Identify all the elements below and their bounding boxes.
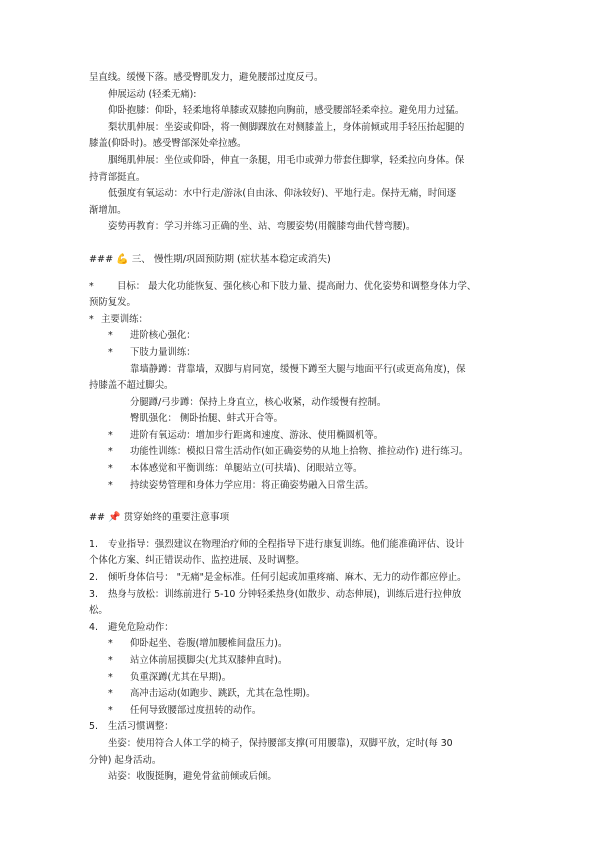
section-heading-chronic [89,252,509,269]
bullet-marker: * [108,671,113,683]
training-label: 主要训练： [101,313,148,325]
item-text: 负重深蹲(尤其在早期)。 [130,671,232,683]
paragraph-line: 坐姿：使用符合人体工学的椅子，保持腰部支撑(可用腰靠)，双脚平放，定时(每 30 [108,737,453,749]
item-text: 下肢力量训练： [130,346,196,358]
item-number: 3. [89,588,98,600]
subheading-stretching: 伸展运动 (轻柔无痛): [108,88,197,100]
pushpin-icon: 📌 [108,512,121,524]
list-item-functional [89,444,509,461]
list-item-balance [89,461,509,478]
item-text: 热身与放松：训练前进行 5-10 分钟轻柔热身(如散步、动态伸展)，训练后进行拉伸放 [108,588,462,600]
paragraph-line: 持背部挺直。 [89,171,146,183]
spacer [89,236,509,252]
heading-prefix: ### [89,253,114,265]
list-item-danger-4 [89,686,509,703]
item-text: 生活习惯调整： [108,721,174,733]
numbered-item-1 [89,537,509,554]
paragraph-line: 呈直线。缓慢下落。感受臀肌发力，避免腰部过度反弓。 [89,72,324,83]
list-item-goal [89,279,509,296]
item-number: 1. [89,538,98,550]
paragraph-line: 仰卧抱膝：仰卧，轻柔地将单膝或双膝抱向胸前，感受腰部轻柔牵拉。避免用力过猛。 [108,105,465,117]
list-item-core [89,328,509,345]
paragraph-line: 持膝盖不超过脚尖。 [89,380,174,392]
list-item-danger-1 [89,636,509,653]
spacer [89,269,509,279]
numbered-item-5 [89,719,509,736]
item-text: 本体感觉和平衡训练：单腿站立(可扶墙)、闭眼站立等。 [130,463,363,475]
bullet-marker: * [108,429,113,441]
item-text: 避免危险动作： [108,621,174,633]
paragraph-line: 分钟) 起身活动。 [89,754,162,766]
item-number: 2. [89,572,98,584]
bullet-marker: * [108,688,113,700]
item-number: 4. [89,621,98,633]
spacer [89,527,509,537]
paragraph-line: 预防复发。 [89,297,136,309]
item-text: 站立体前屈摸脚尖(尤其双膝伸直时)。 [130,655,288,666]
paragraph-line: 分腿蹲/弓步蹲：保持上身直立，核心收紧，动作缓慢有控制。 [130,396,387,408]
list-item-danger-5 [89,703,509,720]
paragraph-line: 梨状肌伸展：坐姿或仰卧，将一侧脚踝放在对侧膝盖上，身体前倾或用手轻压抬起腿的 [108,121,465,133]
bullet-marker: * [108,638,113,650]
bullet-marker: * [108,704,113,716]
paragraph-line: 腘绳肌伸展：坐位或仰卧，伸直一条腿，用毛巾或弹力带套住脚掌，轻柔拉向身体。保 [108,154,465,166]
paragraph-line: 姿势再教育：学习并练习正确的坐、站、弯腰姿势(用髋膝弯曲代替弯腰)。 [108,221,416,233]
paragraph-line: 臀肌强化： 侧卧抬腿、蚌式开合等。 [130,413,283,425]
item-text: 进阶核心强化： [130,330,196,342]
item-number: 5. [89,721,98,733]
bullet-marker: * [108,479,113,491]
list-item-danger-3 [89,670,509,687]
list-item-lower-limb [89,345,509,362]
paragraph-line: 松。 [89,605,108,617]
paragraph-line: 渐增加。 [89,204,127,216]
heading-title: 三、 慢性期/巩固预防期 (症状基本稳定或消失) [131,253,331,265]
item-text: 仰卧起坐、卷腹(增加腰椎间盘压力)。 [130,638,288,650]
paragraph-line: 靠墙静蹲：背靠墙，双脚与肩同宽，缓慢下蹲至大腿与地面平行(或更高角度)，保 [130,363,466,375]
item-text: 进阶有氧运动：增加步行距离和速度、游泳、使用椭圆机等。 [130,429,384,441]
item-text: 功能性训练：模拟日常生活动作(如正确姿势的从地上拾物、推拉动作) 进行练习。 [130,446,469,458]
paragraph-line: 站姿：收腹挺胸，避免骨盆前倾或后倾。 [108,771,277,783]
bullet-marker: * [108,330,113,342]
bullet-marker: * [89,280,94,292]
bullet-marker: * [89,313,94,325]
list-item-mechanics [89,478,509,495]
paragraph-line: 膝盖(仰卧时)。感受臀部深处牵拉感。 [89,138,247,150]
numbered-item-2 [89,570,509,587]
bullet-marker: * [108,655,113,666]
list-item-training [89,312,509,329]
paragraph-line: 个体化方案、纠正错误动作、监控进展、及时调整。 [89,555,305,567]
section-heading-notes [89,510,509,527]
document-content [89,70,509,786]
item-text: 持续姿势管理和身体力学应用：将正确姿势融入日常生活。 [130,479,374,491]
item-text: 任何导致腰部过度扭转的动作。 [130,704,262,716]
spacer [89,494,509,510]
bullet-marker: * [108,346,113,358]
item-text: 倾听身体信号： "无痛"是金标准。任何引起或加重疼痛、麻木、无力的动作都应停止。 [108,572,467,584]
numbered-item-4 [89,620,509,637]
paragraph-line: 低强度有氧运动：水中行走/游泳(自由泳、仰泳较好)、平地行走。保持无痛，时间逐 [108,188,456,200]
goal-text: 目标： 最大化功能恢复、强化核心和下肢力量、提高耐力、优化姿势和调整身体力学、 [117,280,477,292]
bullet-marker: * [108,446,113,458]
heading-title: 贯穿始终的重要注意事项 [123,512,230,524]
item-text: 高冲击运动(如跑步、跳跃，尤其在急性期)。 [130,688,316,700]
list-item-aerobic [89,428,509,445]
heading-prefix: ## [89,512,106,524]
muscle-icon: 💪 [116,253,129,265]
numbered-item-3 [89,587,509,604]
item-text: 专业指导：强烈建议在物理治疗师的全程指导下进行康复训练。他们能准确评估、设计 [108,538,465,550]
list-item-danger-2 [89,653,509,670]
bullet-marker: * [108,463,113,475]
